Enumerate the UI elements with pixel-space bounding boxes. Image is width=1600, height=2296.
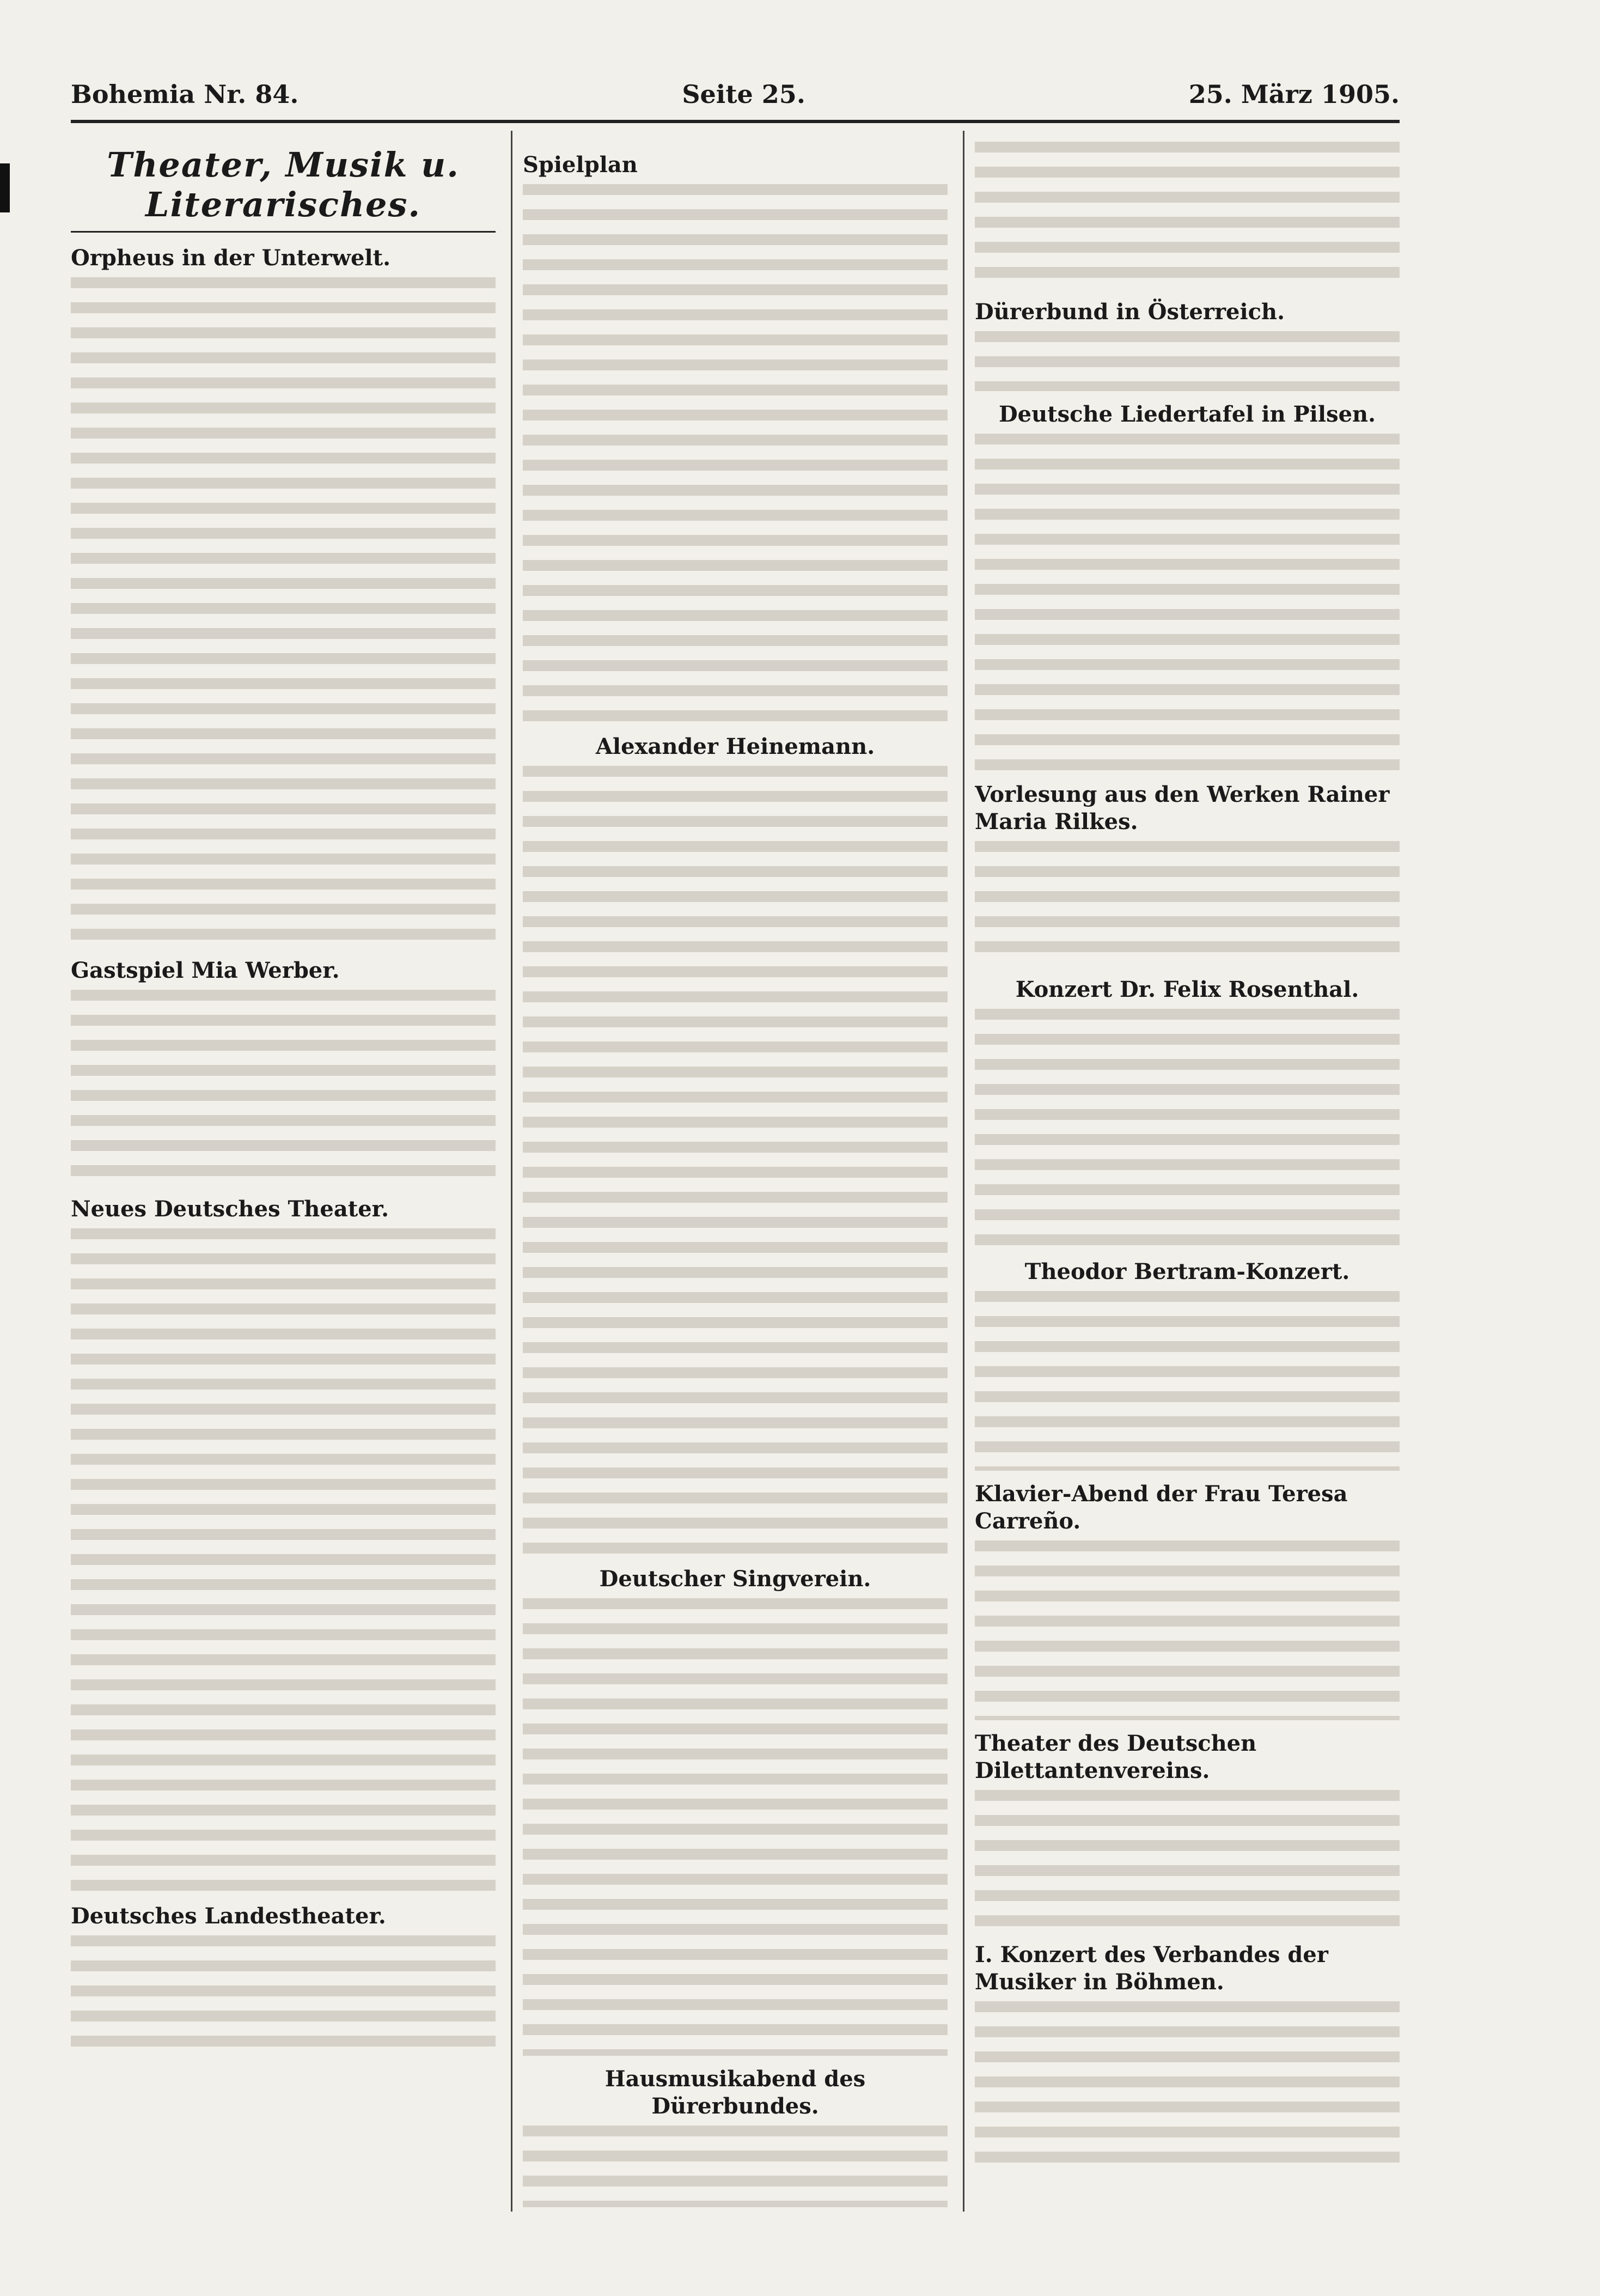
column-1 (71, 142, 496, 2212)
article-heading: Orpheus in der Unterwelt. (71, 245, 391, 271)
header-date: 25. März 1905. (1188, 80, 1400, 109)
article-heading: Neues Deutsches Theater. (71, 1196, 389, 1222)
column-divider (963, 131, 964, 2212)
article-body-placeholder (975, 434, 1400, 771)
article-heading: Spielplan (523, 152, 638, 178)
article-heading: Alexander Heinemann. (595, 734, 875, 759)
column-2 (523, 142, 948, 2212)
page-header (71, 71, 1400, 109)
article-body-placeholder (975, 142, 1400, 289)
article-heading: Theater des Deutschen Dilettantenvereins. (975, 1731, 1257, 1783)
section-title: Theater, Musik u. Literarisches. (71, 145, 496, 233)
article-heading: Deutsche Liedertafel in Pilsen. (998, 401, 1376, 427)
article-body-placeholder (975, 1009, 1400, 1249)
article-body-placeholder (523, 766, 948, 1556)
column-3 (975, 142, 1400, 2212)
header-rule (71, 120, 1400, 123)
article-body-placeholder (71, 990, 496, 1186)
margin-mark (0, 163, 10, 212)
column-divider (511, 131, 512, 2212)
article-body-placeholder (523, 2126, 948, 2207)
article-heading: Theodor Bertram-Konzert. (1024, 1259, 1350, 1284)
header-page-number: Seite 25. (682, 80, 805, 109)
article-heading: Deutscher Singverein. (599, 1566, 871, 1592)
article-body-placeholder (975, 1291, 1400, 1471)
article-body-placeholder (523, 1598, 948, 2056)
article-body-placeholder (975, 331, 1400, 391)
article-heading: Konzert Dr. Felix Rosenthal. (1015, 977, 1359, 1002)
article-body-placeholder (71, 277, 496, 947)
article-heading: Gastspiel Mia Werber. (71, 958, 340, 983)
article-body-placeholder (71, 1228, 496, 1893)
article-body-placeholder (523, 184, 948, 723)
article-body-placeholder (975, 1790, 1400, 1932)
article-heading: Klavier-Abend der Frau Teresa Carreño. (975, 1481, 1348, 1534)
newspaper-page (71, 71, 1400, 2217)
header-publication: Bohemia Nr. 84. (71, 80, 299, 109)
article-heading: Hausmusikabend des Dürerbundes. (604, 2066, 866, 2119)
article-body-placeholder (71, 1935, 496, 2061)
article-body-placeholder (975, 1540, 1400, 1720)
article-heading: Dürerbund in Österreich. (975, 299, 1285, 325)
article-heading: I. Konzert des Verbandes der Musiker in Böhmen. (975, 1942, 1328, 1995)
article-body-placeholder (975, 2001, 1400, 2165)
article-heading: Vorlesung aus den Werken Rainer Maria Rilkes. (975, 782, 1390, 835)
article-heading: Deutsches Landestheater. (71, 1903, 386, 1929)
article-body-placeholder (975, 841, 1400, 966)
